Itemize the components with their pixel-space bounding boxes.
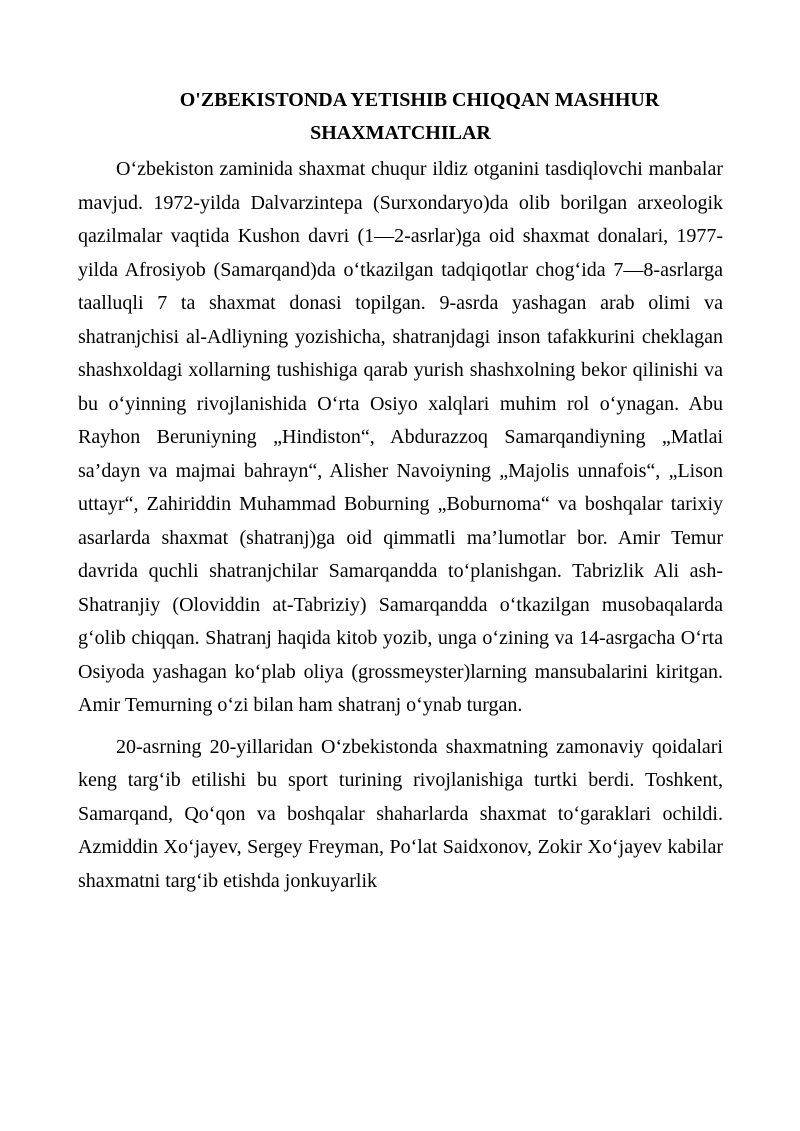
paragraph-1: O‘zbekiston zaminida shaxmat chuqur ildiz otganini tasdiqlovchi manbalar mavjud. 1972-yilda Dalvarzintepa (Surxondaryo)da olib borilgan arxeologik qazilmalar vaqtida Kushon davri (1—2-asrlar)ga oid shaxmat donalari, 1977-yilda Afrosiyob (Samarqand)da o‘tkazilgan tadqiqotlar chog‘ida 7—8-asrlarga taalluqli 7 ta shaxmat donasi topilgan. 9-asrda yashagan arab olimi va shatranjchisi al-Adliyning yozishicha, shatranjdagi inson tafakkurini cheklagan shashxoldagi xollarning tushishiga qarab yurish shashxolning bekor qilinishi va bu o‘yinning rivojlanishida O‘rta Osiyo xalqlari muhim rol o‘ynagan. Abu Rayhon Beruniyning „Hindiston“, Abdurazzoq Samarqandiyning „Matlai sa’dayn va majmai bahrayn“, Alisher Navoiyning „Majolis unnafois“, „Lison uttayr“, Zahiriddin Muhammad Boburning „Boburnoma“ va boshqalar tarixiy asarlarda shaxmat (shatranj)ga oid qimmatli ma’lumotlar bor. Amir Temur davrida quchli shatranjchilar Samarqandda to‘planishgan. Tabrizlik Ali ash-Shatranjiy (Oloviddin at-Tabriziy) Samarqandda o‘tkazilgan musobaqalarda g‘olib chiqqan. Shatranj haqida kitob yozib, unga o‘zining va 14-asrgacha O‘rta Osiyoda yashagan ko‘plab oliya (grossmeyster)larning mansubalarini kiritgan. Amir Temurning o‘zi bilan ham shatranj o‘ynab turgan. bbox=[78, 158, 723, 716]
paragraph-2: 20-asrning 20-yillaridan O‘zbekistonda shaxmatning zamonaviy qoidalari keng targ‘ib etilishi bu sport turining rivojlanishiga turtki berdi. Toshkent, Samarqand, Qo‘qon va boshqalar shaharlarda shaxmat to‘garaklari ochildi. Azmiddin Xo‘jayev, Sergey Freyman, Po‘lat Saidxonov, Zokir Xo‘jayev kabilar shaxmatni targ‘ib etishda jonkuyarlik bbox=[78, 735, 723, 892]
document-title-line-2: SHAXMATCHILAR bbox=[310, 122, 491, 144]
document-body bbox=[78, 153, 723, 898]
document-title-line-1: O'ZBEKISTONDA YETISHIB CHIQQAN MASHHUR bbox=[179, 89, 660, 111]
